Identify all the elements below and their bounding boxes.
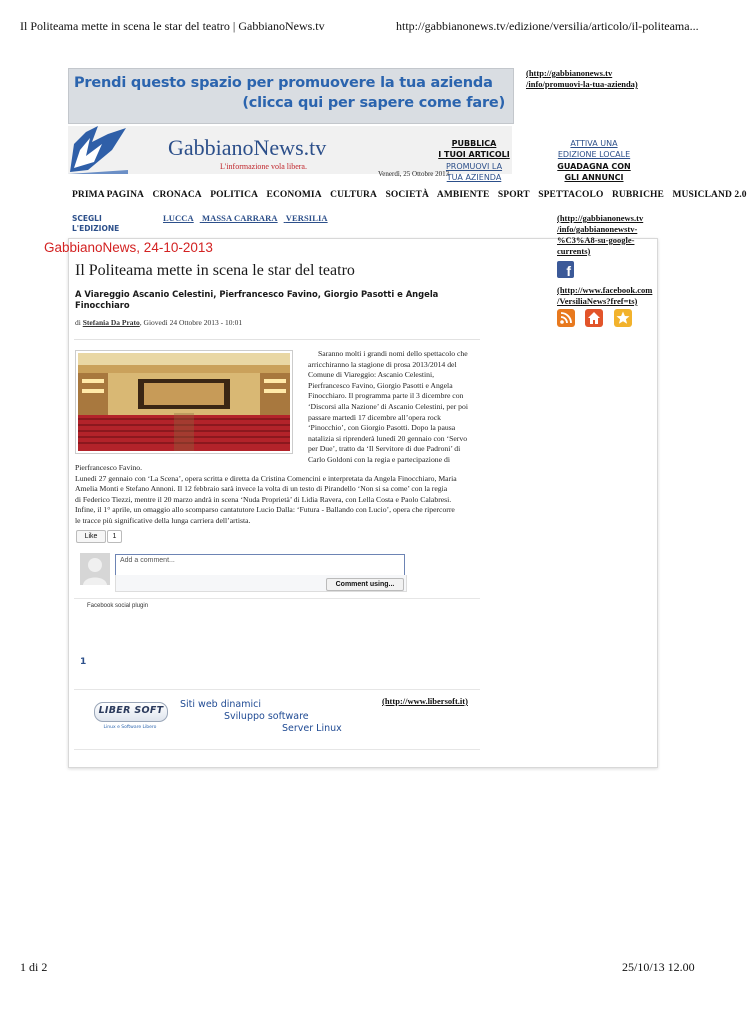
body-line: Amelia Monti e Stefano Annoni. Il 12 febbraio sarà invece la volta di un testo di Pirandello ‘Non si sa come’ con la regia	[75, 484, 448, 494]
favorite-star-icon[interactable]	[614, 309, 632, 327]
byline-prefix: di	[75, 318, 81, 327]
pagination-current[interactable]: 1	[80, 657, 87, 667]
nav-cronaca[interactable]: CRONACA	[152, 190, 202, 200]
pubblica-articoli-button[interactable]	[432, 138, 516, 160]
facebook-icon[interactable]: f	[557, 261, 574, 278]
edition-versilia[interactable]: VERSILIA	[285, 213, 328, 223]
nav-sport[interactable]: SPORT	[497, 190, 530, 200]
divider	[74, 749, 480, 750]
pubblica-line2: I TUOI ARTICOLI	[438, 150, 510, 159]
promuovi-line2: TUA AZIENDA	[446, 173, 502, 182]
home-icon[interactable]	[585, 309, 603, 327]
edition-label-line1: SCEGLI	[72, 214, 102, 223]
body-line: di Federico Tiezzi, mentre il 20 marzo andrà in scena ‘Nuda Proprietà’ di Lidia Ravera, con Lella Costa e Paolo Calabresi.	[75, 494, 452, 504]
body-line: Lunedì 27 gennaio con ‘La Scena’, opera scritta e diretta da Cristina Comencini e interpretata da Angela Finocchiaro, Maria	[75, 473, 457, 483]
nav-musicland[interactable]: MUSICLAND 2.0	[672, 190, 747, 200]
intro-line: ‘Pinocchio’, con Giorgio Pasotti. Dopo la pausa	[308, 423, 456, 433]
edition-lucca[interactable]: LUCCA	[163, 213, 194, 223]
intro-line: Finocchiaro. Il programma parte il 3 dicembre con	[308, 391, 464, 401]
promo-ad-banner[interactable]	[68, 68, 514, 124]
main-nav	[72, 190, 753, 200]
print-page-title: Il Politeama mette in scena le star del teatro | GabbianoNews.tv	[20, 19, 325, 33]
site-name[interactable]: GabbianoNews.tv	[168, 135, 327, 160]
attiva-edizione-button[interactable]	[552, 138, 636, 160]
like-button[interactable]: Like	[76, 530, 106, 543]
article-body	[75, 463, 481, 527]
intro-line: Carlo Goldoni con la regia e partecipazione di	[308, 454, 450, 464]
body-line: le tracce più significative della lunga carriera dell’artista.	[75, 515, 251, 525]
google-currents-link[interactable]	[557, 213, 643, 257]
intro-line: natalizia si riprenderà lunedì 20 gennaio con ‘Servo	[308, 433, 468, 443]
article-title: Il Politeama mette in scena le star del teatro	[75, 262, 355, 279]
avatar	[80, 553, 110, 585]
ad-link-line2: /info/promuovi-la-tua-azienda)	[526, 79, 638, 89]
article-date: , Giovedì 24 Ottobre 2013 - 10:01	[139, 318, 243, 327]
nav-societa[interactable]: SOCIETÀ	[385, 190, 429, 200]
intro-line: ‘Discorsi alla Nazione’ di Ascanio Celestini, per poi	[308, 401, 468, 411]
edition-list	[163, 213, 334, 223]
ad-link-line1: (http://gabbianonews.tv	[526, 68, 613, 78]
libersoft-line1: Siti web dinamici	[180, 699, 261, 710]
edition-label	[72, 214, 119, 234]
gc-link-line2: /info/gabbianonewstv-	[557, 224, 638, 234]
nav-prima-pagina[interactable]: PRIMA PAGINA	[72, 190, 145, 200]
article-subtitle: A Viareggio Ascanio Celestini, Pierfrancesco Favino, Giorgio Pasotti e Angela Finocchiaro	[75, 289, 439, 310]
nav-ambiente[interactable]: AMBIENTE	[436, 190, 490, 200]
fb-link-line1: (http://www.facebook.com	[557, 285, 653, 295]
ad-banner-link[interactable]	[526, 68, 638, 90]
libersoft-line3: Server Linux	[282, 723, 342, 734]
libersoft-link[interactable]: (http://www.libersoft.it)	[382, 696, 468, 706]
guadagna-line1: GUADAGNA CON	[557, 162, 631, 171]
body-line: Pierfrancesco Favino.	[75, 463, 143, 472]
facebook-plugin-label: Facebook social plugin	[87, 603, 149, 609]
libersoft-logo-text: LIBER SOFT	[98, 705, 164, 716]
libersoft-line2: Sviluppo software	[224, 711, 309, 722]
nav-cultura[interactable]: CULTURA	[330, 190, 377, 200]
article-intro	[308, 349, 480, 466]
edition-label-line2: L'EDIZIONE	[72, 224, 120, 233]
body-line: Infine, il 1° aprile, un omaggio allo scomparso cantatutore Lucio Dalla: ‘Futura - Ballando con Lucio’, opera che ripercorre	[75, 505, 455, 515]
print-page-number: 1 di 2	[20, 960, 48, 974]
intro-line: passare martedì 17 dicembre all’opera rock	[308, 412, 441, 422]
nav-economia[interactable]: ECONOMIA	[266, 190, 322, 200]
promuovi-azienda-button[interactable]	[432, 161, 516, 183]
pubblica-line1: PUBBLICA	[451, 139, 497, 148]
libersoft-logo-sub: Linux e Software Libero	[103, 725, 157, 730]
intro-line: Comune di Viareggio: Ascanio Celestini,	[308, 370, 435, 380]
intro-line: arricchiranno la stagione di prosa 2013/2014 del	[308, 359, 457, 369]
theatre-photo	[75, 350, 293, 454]
print-datetime: 25/10/13 12.00	[622, 960, 695, 974]
gc-link-line3: %C3%A8-su-google-	[557, 235, 635, 245]
ad-banner-line1: Prendi questo spazio per promuovere la tua azienda	[74, 75, 493, 91]
like-count: 1	[107, 530, 122, 543]
fb-link-line2: /VersiliaNews?fref=ts)	[557, 296, 638, 306]
site-tagline: L'informazione vola libera.	[220, 162, 307, 171]
guadagna-annunci-button[interactable]	[552, 161, 636, 183]
comment-input[interactable]	[115, 554, 405, 576]
nav-spettacolo[interactable]: SPETTACOLO	[538, 190, 604, 200]
attiva-line1: ATTIVA UNA	[570, 139, 618, 148]
libersoft-logo[interactable]	[90, 700, 172, 736]
gc-link-line1: (http://gabbianonews.tv	[557, 213, 644, 223]
nav-rubriche[interactable]: RUBRICHE	[611, 190, 664, 200]
nav-politica[interactable]: POLITICA	[210, 190, 259, 200]
gc-link-line4: currents)	[557, 246, 591, 256]
intro-line: per Due’, tratto da ‘Il Servitore di due Padroni’ di	[308, 444, 461, 454]
date-stamp: GabbianoNews, 24-10-2013	[44, 240, 213, 255]
intro-line: Saranno molti i grandi nomi dello spettacolo che	[318, 349, 468, 358]
promuovi-line1: PROMUOVI LA	[445, 162, 503, 171]
edition-massa-carrara[interactable]: MASSA CARRARA	[201, 213, 278, 223]
comment-placeholder: Add a comment...	[120, 557, 175, 564]
guadagna-line2: GLI ANNUNCI	[564, 173, 624, 182]
rss-icon[interactable]	[557, 309, 575, 327]
seagull-logo-icon[interactable]	[68, 124, 128, 176]
attiva-line2: EDIZIONE LOCALE	[557, 150, 631, 159]
divider	[74, 598, 480, 599]
facebook-page-link[interactable]	[557, 285, 652, 307]
divider	[74, 689, 480, 690]
author-link[interactable]: Stefania Da Prato	[82, 318, 140, 327]
divider	[74, 339, 480, 340]
comment-using-button[interactable]: Comment using...	[326, 578, 404, 591]
print-page-url: http://gabbianonews.tv/edizione/versilia/articolo/il-politeama...	[396, 19, 699, 33]
ad-banner-line2: (clicca qui per sapere come fare)	[242, 95, 505, 111]
header-date: Venerdì, 25 Ottobre 2013	[378, 170, 450, 178]
intro-line: Pierfrancesco Favino, Giorgio Pasotti e Angela	[308, 380, 453, 390]
article-byline	[75, 318, 242, 327]
